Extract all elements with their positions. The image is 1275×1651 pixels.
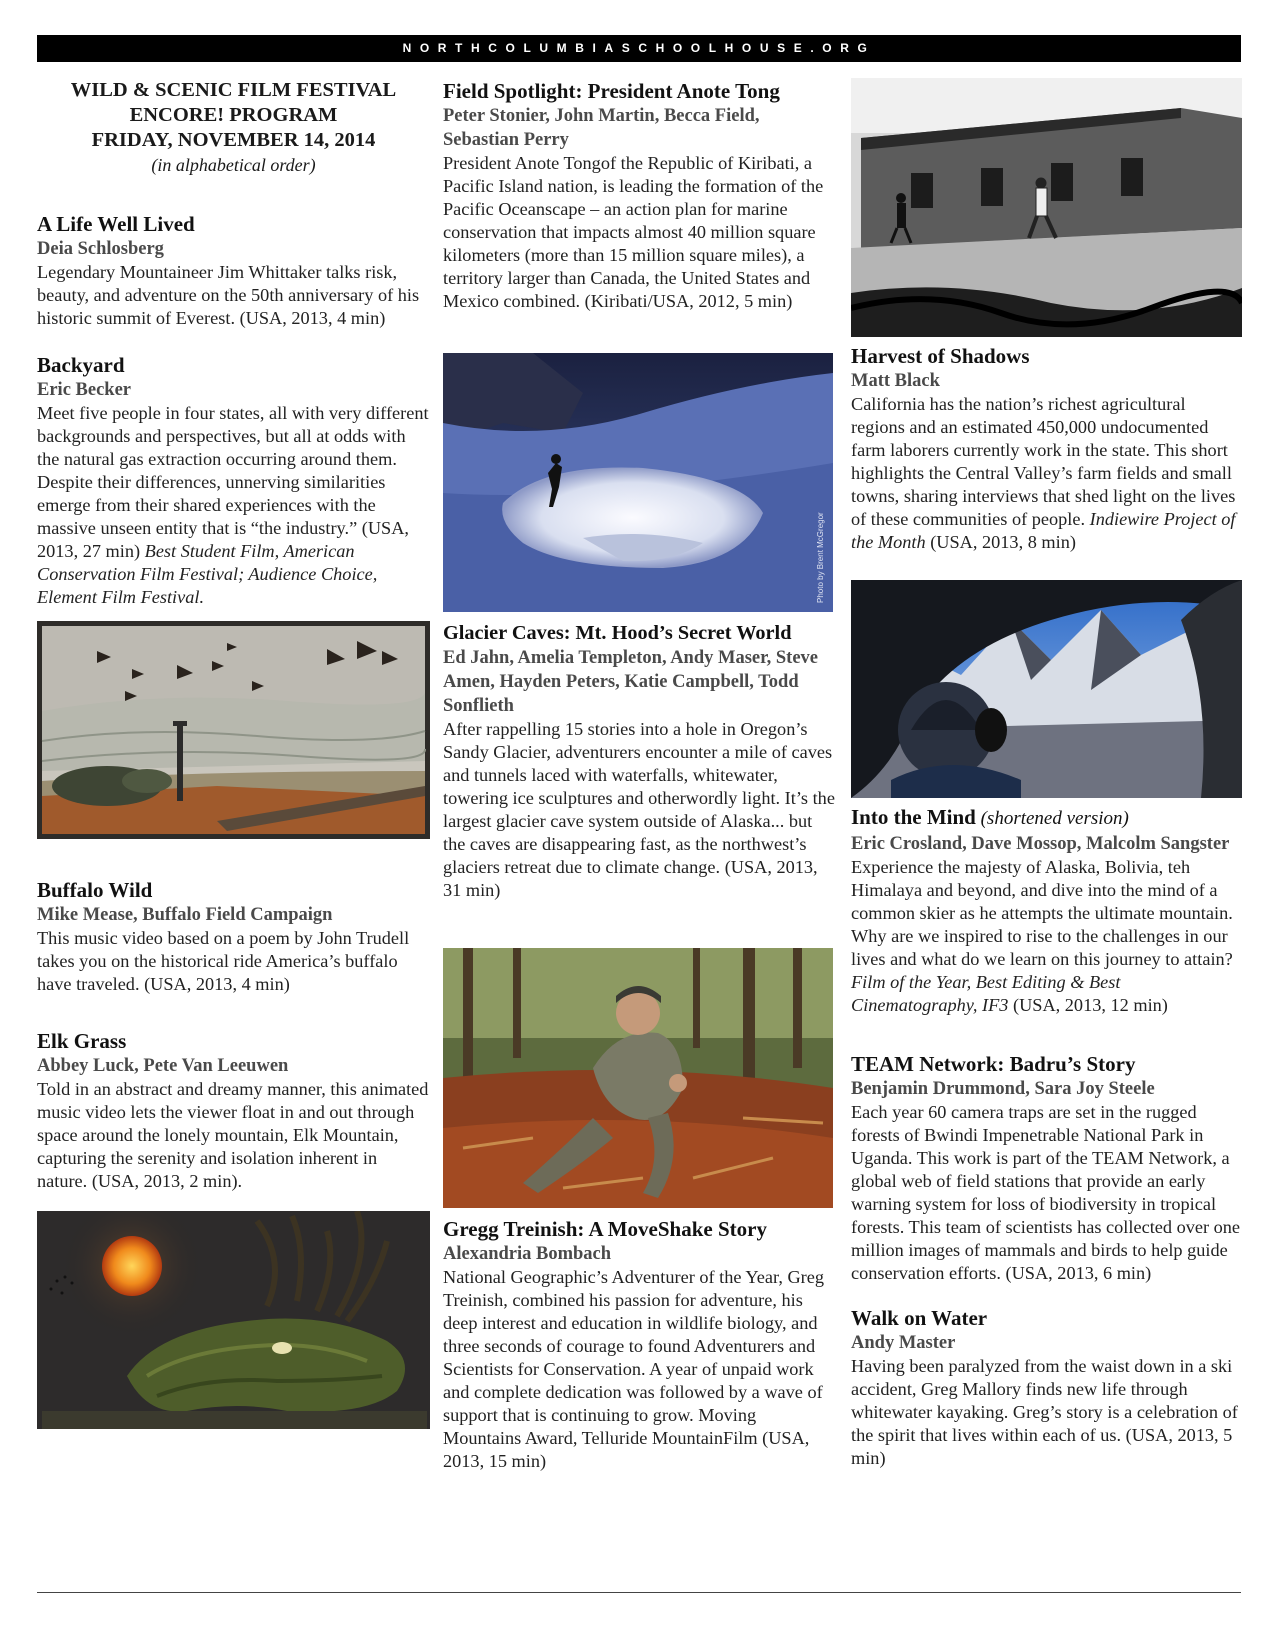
film-director: Deia Schlosberg [37,239,164,259]
film-director: Mike Mease, Buffalo Field Campaign [37,905,333,925]
order-note: (in alphabetical order) [151,155,316,175]
film-entry-harvest-of-shadows [851,343,1242,554]
film-entry-life-well-lived [37,211,430,330]
film-description: California has the nation’s richest agricultural regions and an estimated 450,000 undocumented farm laborers currently work in the state. This short highlights the Central Valley’s farm fields and small towns, sharing interviews that shed light on the lives of these communities of people. Indiewire Project of the Month (USA, 2013, 8 min) [851,394,1236,552]
column-middle [443,78,835,1473]
footer-rule [37,1592,1241,1593]
film-title: Harvest of Shadows [851,344,1030,368]
film-description: Having been paralyzed from the waist down in a ski accident, Greg Mallory finds new life through whitewater kayaking. Greg’s story is a celebration of the spirit that lives within each of us. (USA, 2013, 5 min) [851,1356,1238,1468]
film-description: President Anote Tongof the Republic of Kiribati, a Pacific Island nation, is leading the formation of the Pacific Oceanscape – an action plan for marine conservation that impacts almost 40 million square kilometers (more than 15 million square miles), a territory larger than Canada, the United States and Mexico combined. (Kiribati/USA, 2012, 5 min) [443,153,824,311]
film-title: TEAM Network: Badru’s Story [851,1052,1136,1076]
program-date: FRIDAY, NOVEMBER 14, 2014 [91,129,376,151]
film-award: Film of the Year, Best Editing & Best Cinematography, IF3 [851,972,1121,1015]
film-director: Ed Jahn, Amelia Templeton, Andy Maser, Steve Amen, Hayden Peters, Katie Campbell, Todd Sonflieth [443,648,819,716]
column-right [851,78,1242,1470]
film-description: Legendary Mountaineer Jim Whittaker talks risk, beauty, and adventure on the 50th anniversary of his historic summit of Everest. (USA, 2013, 4 min) [37,262,420,328]
film-director: Eric Crosland, Dave Mossop, Malcolm Sangster [851,834,1230,854]
film-description: Experience the majesty of Alaska, Bolivia, teh Himalaya and beyond, and dive into the mind of a common skier as he attempts the ultimate mountain. Why are we inspired to rise to the challenges in our lives and what do we learn on this journey to attain? Film of the Year, Best Editing & Best Cinematography, IF3 (USA, 2013, 12 min) [851,857,1233,1015]
elk-grass-illustration [37,1211,430,1429]
film-description: This music video based on a poem by John Trudell takes you on the historical ride America’s buffalo have traveled. (USA, 2013, 4 min) [37,928,410,994]
film-entry-elk-grass [37,1028,430,1193]
glacier-caves-photo [443,353,833,612]
film-description: After rappelling 15 stories into a hole in Oregon’s Sandy Glacier, adventurers encounter a mile of caves and tunnels laced with waterfalls, whitewater, towering ice sculptures and otherwordly light. It’s the largest glacier cave system outside of Alaska... but the caves are disappearing fast, as the northwest’s glaciers retreat due to climate change. (USA, 2013, 31 min) [443,719,835,900]
film-award: Indiewire Project of the Month [851,509,1236,552]
film-entry-anote-tong [443,78,835,313]
film-director: Eric Becker [37,380,131,400]
film-title: Gregg Treinish: A MoveShake Story [443,1217,767,1241]
film-title: Into the Mind (shortened version) [851,805,1129,829]
film-entry-gregg-treinish [443,1216,835,1473]
program-heading [37,78,430,177]
film-title: Buffalo Wild [37,878,153,902]
film-title: Walk on Water [851,1306,988,1330]
film-description: Each year 60 camera traps are set in the rugged forests of Bwindi Impenetrable National Park in Uganda. This work is part of the TEAM Network, a global web of field stations that provide an early warning system for loss of biodiversity in tropical forests. This team of scientists has collected over one million images of mammals and birds to help guide conservation efforts. (USA, 2013, 6 min) [851,1102,1241,1283]
film-director: Matt Black [851,371,940,391]
program-subtitle: ENCORE! PROGRAM [129,104,338,126]
film-entry-buffalo-wild [37,877,430,996]
film-entry-backyard [37,352,430,609]
film-entry-into-the-mind [851,804,1242,1017]
film-title: Elk Grass [37,1029,127,1053]
film-title: Field Spotlight: President Anote Tong [443,79,780,103]
site-banner: NORTHCOLUMBIASCHOOLHOUSE.ORG [37,35,1241,62]
festival-title: WILD & SCENIC FILM FESTIVAL [70,79,397,101]
film-title: Glacier Caves: Mt. Hood’s Secret World [443,622,792,644]
film-entry-team-network [851,1051,1242,1285]
column-left [37,78,430,1429]
film-director: Alexandria Bombach [443,1244,612,1264]
photo-credit: Photo by Brent McGregor [816,512,825,603]
into-the-mind-photo [851,580,1242,798]
gregg-treinish-photo [443,948,833,1208]
film-director: Peter Stonier, John Martin, Becca Field, Sebastian Perry [443,106,760,150]
film-description: National Geographic’s Adventurer of the Year, Greg Treinish, combined his passion for adventure, his deep interest and education in wildlife biology, and three seconds of courage to found Adventurers and Scientists for Conservation. A year of unpaid work and complete dedication was followed by a wave of support that is continuing to grow. Moving Mountains Award, Telluride MountainFilm (USA, 2013, 15 min) [443,1267,825,1471]
film-title-note: (shortened version) [975,808,1129,829]
film-description: Told in an abstract and dreamy manner, this animated music video lets the viewer float in and out through space around the lonely mountain, Elk Mountain, capturing the serenity and isolation inherent in nature. (USA, 2013, 2 min). [37,1079,429,1191]
film-director: Abbey Luck, Pete Van Leeuwen [37,1056,289,1076]
film-description: Meet five people in four states, all with very different backgrounds and perspectives, but all at odds with the natural gas extraction occurring around them. Despite their differences, unnerving similarities emerge from their shared experiences with the massive unseen entity that is “the industry.” (USA, 2013, 27 min) Best Student Film, American Conservation Film Festival; Audience Choice, Element Film Festival. [37,403,429,607]
film-director: Benjamin Drummond, Sara Joy Steele [851,1079,1155,1099]
film-entry-glacier-caves [443,620,835,902]
film-award: Best Student Film, American Conservation Film Festival; Audience Choice, Element Film Festival. [37,541,378,607]
film-director: Andy Master [851,1333,956,1353]
film-title: Backyard [37,353,125,377]
backyard-illustration [37,621,430,839]
film-title: A Life Well Lived [37,212,195,236]
harvest-of-shadows-photo [851,78,1242,337]
film-entry-walk-on-water [851,1305,1242,1470]
